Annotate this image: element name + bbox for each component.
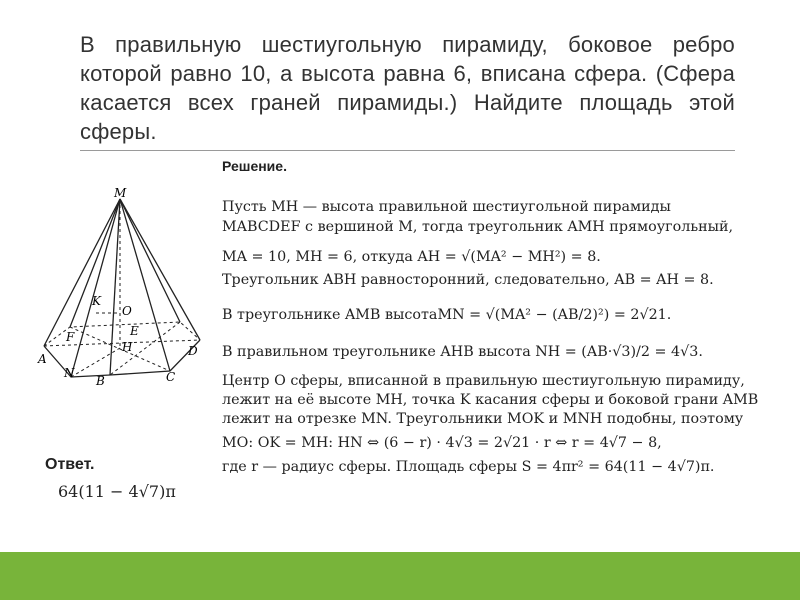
label-K: K	[92, 294, 101, 308]
solution-line: MABCDEF с вершиной M, тогда треугольник AMH прямоугольный,	[222, 219, 734, 235]
label-N: N	[64, 366, 75, 380]
solution-line: Пусть MH — высота правильной шестиугольной пирамиды	[222, 199, 671, 215]
solution-line: Центр O сферы, вписанной в правильную шестиугольную пирамиду,	[222, 373, 745, 389]
answer-value: 64(11 − 4√7)π	[58, 482, 176, 501]
divider	[80, 150, 735, 151]
label-A: A	[38, 352, 47, 366]
solution-line: MA = 10, MH = 6, откуда AH = √(MA² − MH²) = 8.	[222, 249, 601, 265]
footer-bar	[0, 552, 800, 600]
edge-MN	[71, 199, 120, 377]
label-B: B	[96, 374, 105, 388]
solution-line: лежит на её высоте MH, точка K касания сферы и боковой грани AMB	[222, 392, 759, 408]
solution-line: где r — радиус сферы. Площадь сферы S = 4πr² = 64(11 − 4√7)π.	[222, 459, 715, 475]
solution-heading: Решение.	[222, 158, 287, 174]
edge-MD	[120, 199, 200, 340]
pyramid-figure	[30, 185, 210, 395]
solution-line: Треугольник ABH равносторонний, следовательно, AB = AH = 8.	[222, 272, 714, 288]
label-M: M	[114, 186, 127, 200]
solution-line: MO: OK = MH: HN ⇔ (6 − r) · 4√3 = 2√21 · r ⇔ r = 4√7 − 8,	[222, 435, 662, 451]
answer-label: Ответ.	[45, 456, 95, 473]
solution-line: В правильном треугольнике AHB высота NH = (AB·√3)/2 = 4√3.	[222, 344, 703, 360]
label-C: C	[166, 370, 176, 384]
label-E: E	[130, 324, 139, 338]
solution-line: лежит на отрезке MN. Треугольники MOK и MNH подобны, поэтому	[222, 411, 744, 427]
label-D: D	[188, 344, 198, 358]
label-H: H	[122, 340, 133, 354]
edge-MA	[44, 199, 120, 346]
solution-line: В треугольнике AMB высотаMN = √(MA² − (AB/2)²) = 2√21.	[222, 307, 672, 323]
problem-statement: В правильную шестиугольную пирамиду, боковое ребро которой равно 10, а высота равна 6, вписана сфера. (Сфера касается всех граней пирамиды.) Найдите площадь этой сферы.	[80, 32, 735, 144]
label-F: F	[66, 330, 75, 344]
label-O: O	[122, 304, 132, 318]
